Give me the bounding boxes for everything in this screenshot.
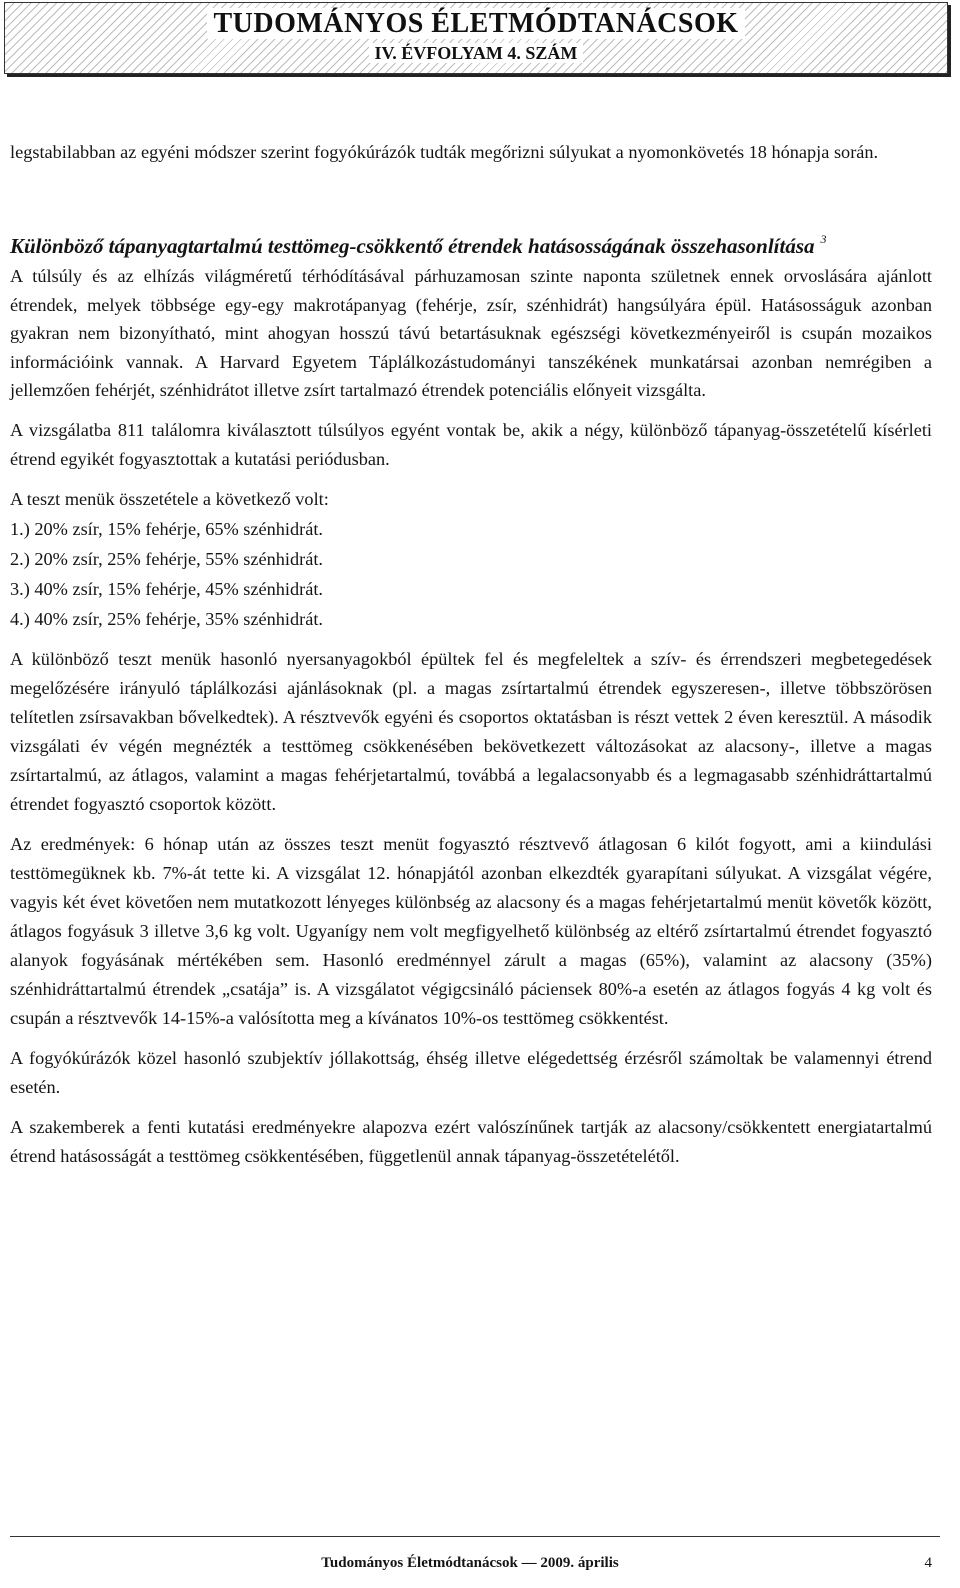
paragraph-6: A fogyókúrázók közel hasonló szubjektív jóllakottság, éhség illetve elégedettség érzésről számoltak be valamennyi étrend esetén. bbox=[10, 1047, 932, 1097]
menu-item: 4.) 40% zsír, 25% fehérje, 35% szénhidrát. bbox=[10, 608, 323, 629]
paragraph-5: Az eredmények: 6 hónap után az összes teszt menüt fogyasztó résztvevő átlagosan 6 kilót fogyott, ami a kiindulási testtömegüknek kb. 7%-át tette ki. A vizsgálat 12. hónapjától azonban elkezdték gyarapítani súlyukat. A vizsgálat végére, vagyis két évet követően nem mutatkozott lényeges különbség az alacsony és a magas fehérjetartalmú menüt követők között, átlagos fogyásuk 3 illetve 3,6 kg volt. Ugyanígy nem volt megfigyelhető különbség az eltérő zsírtartalmú étrendet fogyasztó alanyok fogyásának mértékében sem. Hasonló eredménnyel zárult a magas (65%), valamint az alacsony (35%) szénhidráttartalmú étrendek „csatája” is. A vizsgálatot végigcsináló páciensek 80%-a esetén az átlagos fogyás 4 kg volt és csupán a résztvevők 14-15%-a valósította meg a kívánatos 10%-os testtömeg csökkentést. bbox=[10, 833, 932, 1028]
paragraph-3: A teszt menük összetétele a következő volt: bbox=[10, 488, 329, 509]
footnote-ref: 3 bbox=[820, 232, 827, 246]
paragraph-4: A különböző teszt menük hasonló nyersanyagokból épültek fel és megfeleltek a szív- és érrendszeri megbetegedések megelőzésére irányuló táplálkozási ajánlásoknak (pl. a magas zsírtartalmú étrendek egyszeresen-, illetve többszörösen telítetlen zsírsavakban bővelkedtek). A résztvevők egyéni és csoportos oktatásban is részt vettek 2 éven keresztül. A második vizsgálati év végén megnézték a testtömeg csökkenésében bekövetkezett változásokat az alacsony-, illetve a magas zsírtartalmú, az átlagos, valamint a magas fehérjetartalmú, továbbá a legalacsonyabb és a legmagasabb szénhidráttartalmú étrendet fogyasztó csoportok között. bbox=[10, 648, 932, 814]
article-body bbox=[10, 138, 932, 1171]
paragraph-1: A túlsúly és az elhízás világméretű térhódításával párhuzamosan szinte naponta születnek ennek orvoslására ajánlott étrendek, melyek többsége egy-egy makrotápanyag (fehérje, zsír, szénhidrát) hangsúlyára épül. Hatásosságuk azonban gyakran nem bizonyítható, mint ahogyan hosszú távú betartásuknak egészségi következményeiről is csupán mozaikos információink vannak. A Harvard Egyetem Táplálkozástudományi tanszékének munkatársai azonban nemrégiben a jellemzően fehérjét, szénhidrátot illetve zsírt tartalmazó étrendek potenciális előnyeit vizsgálta. bbox=[10, 266, 932, 400]
page-footer bbox=[10, 1536, 940, 1571]
paragraph-2: A vizsgálatba 811 találomra kiválasztott túlsúlyos egyént vontak be, akik a négy, különböző tápanyag-összetételű kísérleti étrend egyikét fogyasztottak a kutatási periódusban. bbox=[10, 419, 932, 469]
footer-title: Tudományos Életmódtanácsok — 2009. április bbox=[321, 1555, 619, 1571]
journal-title: TUDOMÁNYOS ÉLETMÓDTANÁCSOK bbox=[5, 7, 947, 41]
page-number: 4 bbox=[924, 1555, 932, 1571]
menu-list bbox=[10, 514, 932, 634]
paragraph-7: A szakemberek a fenti kutatási eredményekre alapozva ezért valószínűnek tartják az alacsony/csökkentett energiatartalmú étrend hatásosságát a testtömeg csökkentésében, függetlenül annak tápanyag-összetételétől. bbox=[10, 1116, 932, 1166]
menu-item: 3.) 40% zsír, 15% fehérje, 45% szénhidrát. bbox=[10, 578, 323, 599]
journal-header bbox=[4, 2, 948, 74]
article-heading: Különböző tápanyagtartalmú testtömeg-csökkentő étrendek hatásosságának összehasonlítása $^3$ bbox=[10, 232, 827, 258]
journal-issue: IV. ÉVFOLYAM 4. SZÁM bbox=[5, 41, 947, 65]
menu-item: 2.) 20% zsír, 25% fehérje, 55% szénhidrát. bbox=[10, 548, 323, 569]
intro-paragraph: legstabilabban az egyéni módszer szerint fogyókúrázók tudták megőrizni súlyukat a nyomonkövetés 18 hónapja során. bbox=[10, 142, 879, 162]
menu-item: 1.) 20% zsír, 15% fehérje, 65% szénhidrát. bbox=[10, 518, 323, 539]
